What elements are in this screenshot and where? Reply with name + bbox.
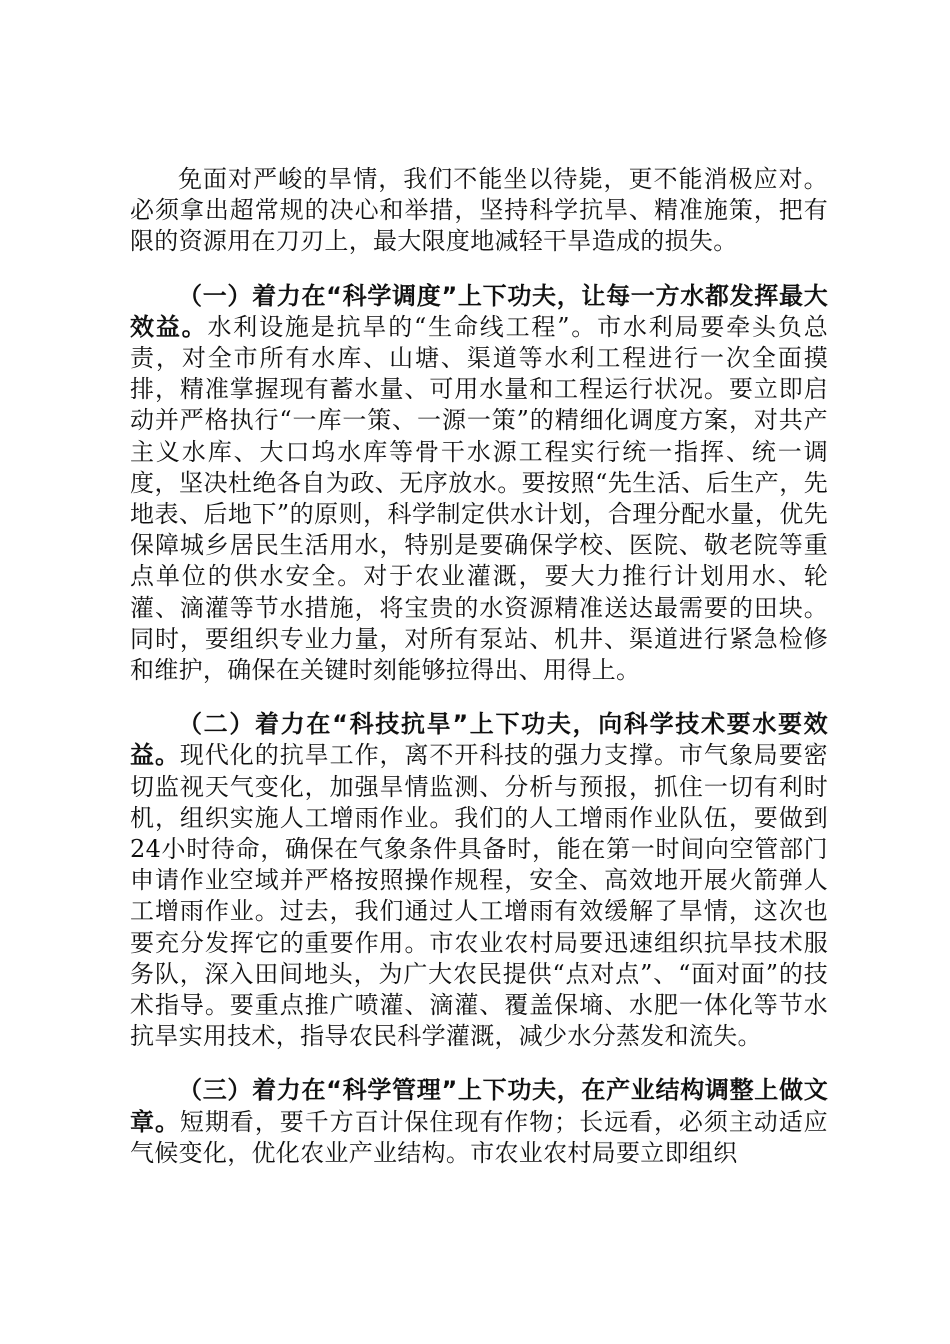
paragraph-section-3 [130,1075,828,1169]
section-heading: （一）着力在“科学调度”上下功夫，让每一方水都发挥最大效益。 [130,281,828,341]
paragraph-text: 免面对严峻的旱情，我们不能坐以待毙，更不能消极应对。必须拿出超常规的决心和举措，坚持科学抗旱、精准施策，把有限的资源用在刀刃上，最大限度地减轻干旱造成的损失。 [130,165,828,256]
section-heading: （二）着力在“科技抗旱”上下功夫，向科学技术要水要效益。 [130,710,828,770]
section-heading: （三）着力在“科学管理”上下功夫，在产业结构调整上做文章。 [130,1076,828,1136]
paragraph-section-2 [130,709,828,1052]
paragraph-intro [130,164,828,258]
paragraph-text: 水利设施是抗旱的“生命线工程”。市水利局要牵头负总责，对全市所有水库、山塘、渠道等水利工程进行一次全面摸排，精准掌握现有蓄水量、可用水量和工程运行状况。要立即启动并严格执行“一库一策、一源一策”的精细化调度方案，对共产主义水库、大口坞水库等骨干水源工程实行统一指挥、统一调度，坚决杜绝各自为政、无序放水。要按照“先生活、后生产，先地表、后地下”的原则，科学制定供水计划，合理分配水量，优先保障城乡居民生活用水，特别是要确保学校、医院、敬老院等重点单位的供水安全。对于农业灌溉，要大力推行计划用水、轮灌、滴灌等节水措施，将宝贵的水资源精准送达最需要的田块。同时，要组织专业力量，对所有泵站、机井、渠道进行紧急检修和维护，确保在关键时刻能够拉得出、用得上。 [130,312,828,685]
paragraph-text: 短期看，要千方百计保住现有作物；长远看，必须主动适应气候变化，优化农业产业结构。市农业农村局要立即组织 [130,1107,828,1167]
paragraph-text: 现代化的抗旱工作，离不开科技的强力支撑。市气象局要密切监视天气变化，加强旱情监测、分析与预报，抓住一切有利时机，组织实施人工增雨作业。我们的人工增雨作业队伍，要做到24小时待命，确保在气象条件具备时，能在第一时间向空管部门申请作业空域并严格按照操作规程，安全、高效地开展火箭弹人工增雨作业。过去，我们通过人工增雨有效缓解了旱情，这次也要充分发挥它的重要作用。市农业农村局要迅速组织抗旱技术服务队，深入田间地头，为广大农民提供“点对点”、“面对面”的技术指导。要重点推广喷灌、滴灌、覆盖保墒、水肥一体化等节水抗旱实用技术，指导农民科学灌溉，减少水分蒸发和流失。 [130,741,828,1051]
paragraph-section-1 [130,281,828,687]
document-body [130,164,828,1192]
